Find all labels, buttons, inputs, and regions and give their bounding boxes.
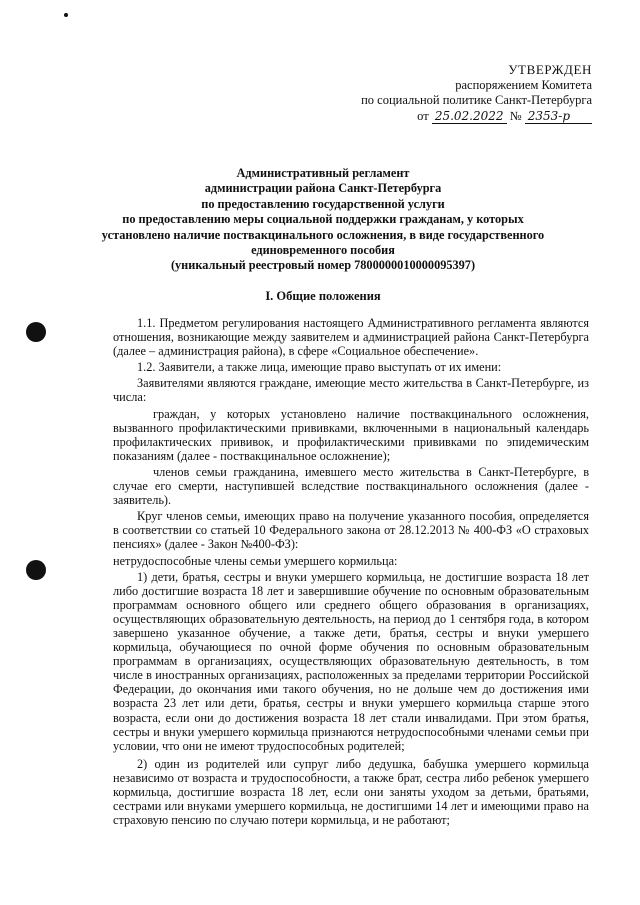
- approval-issuer: распоряжением Комитета: [455, 77, 592, 92]
- section-heading: I. Общие положения: [265, 289, 381, 303]
- paragraph: 1.1. Предметом регулирования настоящего Административного регламента являются отношения, возникающие между заявителем и администрацией района Санкт-Петербурга (далее – администрация района), в сфере «Социальное обеспечение».: [113, 316, 589, 359]
- list-item: 2) один из родителей или супруг либо дедушка, бабушка умершего кормильца независимо от возраста и трудоспособности, а также брат, сестра либо ребенок умершего кормильца, достигшие возраста 18 лет, если они заняты уходом за детьми, братьями, сестрами или внуками умершего кормильца, не достигшими 14 лет и имеющими право на страховую пенсию по случаю потери кормильца, и не работают;: [113, 756, 589, 828]
- paragraph: Круг членов семьи, имеющих право на получение указанного пособия, определяется в соответствии со статьей 10 Федерального закона от 28.12.2013 № 400-ФЗ «О страховых пенсиях» (далее - Закон №400-ФЗ):: [113, 509, 589, 552]
- scan-speck: [64, 13, 68, 17]
- handwritten-number: 2353-р: [525, 109, 592, 124]
- binder-hole-top: [26, 322, 46, 342]
- title-line: Административный регламент: [236, 166, 410, 180]
- document-title: [88, 166, 558, 274]
- paragraph: нетрудоспособные члены семьи умершего кормильца:: [113, 553, 398, 568]
- registry-number: (уникальный реестровый номер 7800000010000095397): [170, 258, 476, 273]
- approval-heading: УТВЕРЖДЕН: [508, 62, 592, 77]
- number-prefix: №: [509, 108, 522, 123]
- title-line: единовременного пособия: [251, 243, 395, 258]
- approval-committee: по социальной политике Санкт-Петербурга: [361, 93, 592, 107]
- title-line: администрации района Санкт-Петербурга: [204, 181, 442, 196]
- title-line: установлено наличие поствакцинального осложнения, в виде государственного: [101, 227, 545, 242]
- paragraph: граждан, у которых установлено наличие поствакцинального осложнения, вызванного профилактическими прививками, включенными в национальный календарь профилактических прививок, и профилактическими прививками по эпидемическим показаниям (далее - поствакцинальное осложнение);: [113, 406, 589, 463]
- title-line: по предоставлению меры социальной поддержки гражданам, у которых: [122, 212, 524, 227]
- document-body: [113, 316, 589, 829]
- approval-stamp: [330, 62, 592, 124]
- title-line: по предоставлению государственной услуги: [201, 196, 445, 211]
- approval-date-number: [330, 109, 592, 125]
- binder-hole-bottom: [26, 560, 46, 580]
- date-prefix: от: [417, 108, 429, 123]
- list-item: 1) дети, братья, сестры и внуки умершего кормильца, не достигшие возраста 18 лет либо достигшие возраста 18 лет и завершившие обучение по основным образовательным программам основного общего или среднего общего образования в организациях, осуществляющих образовательную деятельность, на период до 1 сентября года, в котором завершено указанное обучение, а также дети, братья, сестры и внуки умершего кормильца, обучающиеся по очной форме обучения по основным образовательным программам в организациях, осуществляющих образовательную деятельность, в том числе в иностранных организациях, расположенных за пределами территории Российской Федерации, до окончания ими такого обучения, но не дольше чем до достижения ими возраста 23 лет или дети, братья, сестры и внуки умершего кормильца старше этого возраста, если они до достижения возраста 18 лет стали инвалидами. При этом братья, сестры и внуки умершего кормильца признаются нетрудоспособными членами семьи при условии, что они не имеют трудоспособных родителей;: [113, 569, 589, 753]
- paragraph: 1.2. Заявители, а также лица, имеющие право выступать от их имени:: [137, 360, 502, 375]
- paragraph: Заявителями являются граждане, имеющие место жительства в Санкт-Петербурге, из числа:: [113, 376, 589, 405]
- handwritten-date: 25.02.2022: [432, 109, 507, 124]
- paragraph: членов семьи гражданина, имевшего место жительства в Санкт-Петербурге, в случае его смерти, наступившей вследствие поствакцинального осложнения (далее - заявитель).: [113, 464, 589, 508]
